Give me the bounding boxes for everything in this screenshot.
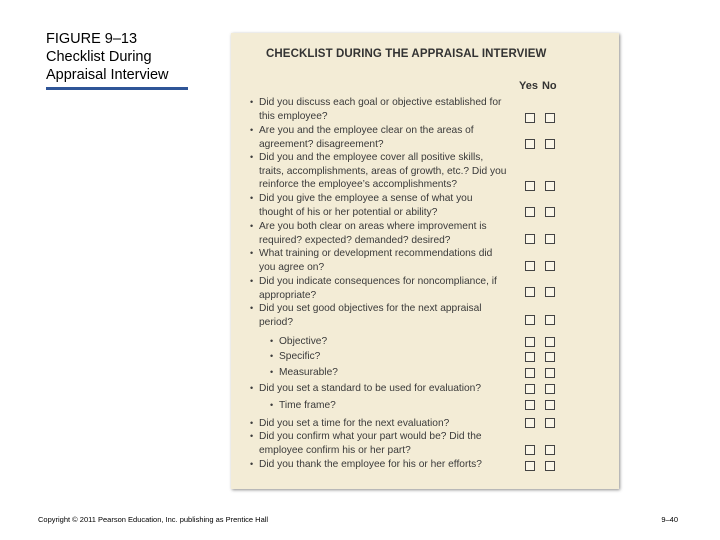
checklist-subitem (270, 350, 529, 364)
no-checkbox[interactable] (545, 400, 555, 410)
checkbox-pair (523, 445, 563, 457)
checklist-item (250, 458, 509, 472)
checkbox-pair (523, 207, 563, 219)
checklist-subitem (270, 366, 529, 380)
copyright-notice: Copyright © 2011 Pearson Education, Inc. publishing as Prentice Hall (38, 515, 269, 524)
yes-checkbox[interactable] (525, 315, 535, 325)
page-number: 9–40 (661, 515, 678, 524)
bullet: • (250, 193, 254, 203)
checkbox-pair (523, 234, 563, 246)
checklist-item-text: Did you set a time for the next evaluation? (259, 418, 450, 429)
checklist-title: CHECKLIST DURING THE APPRAISAL INTERVIEW (266, 48, 547, 60)
checklist-item (250, 124, 509, 151)
checkbox-pair (523, 400, 563, 412)
yes-checkbox[interactable] (525, 461, 535, 471)
yes-checkbox[interactable] (525, 445, 535, 455)
checklist-item-text: Specific? (279, 351, 321, 362)
bullet: • (250, 459, 254, 469)
no-checkbox[interactable] (545, 261, 555, 271)
bullet: • (250, 221, 254, 231)
checklist-subitem (270, 335, 529, 349)
checklist-item (250, 417, 509, 431)
checklist-item-text: Did you give the employee a sense of what you thought of his or her potential or ability? (259, 193, 473, 218)
checkbox-pair (523, 113, 563, 125)
yes-checkbox[interactable] (525, 139, 535, 149)
checklist-item (250, 220, 509, 247)
no-checkbox[interactable] (545, 352, 555, 362)
no-checkbox[interactable] (545, 445, 555, 455)
checklist-item (250, 430, 509, 457)
checklist-item-text: Did you discuss each goal or objective established for this employee? (259, 97, 502, 122)
checklist-item-text: Did you thank the employee for his or her efforts? (259, 459, 482, 470)
yes-checkbox[interactable] (525, 207, 535, 217)
checkbox-pair (523, 418, 563, 430)
checklist-item-text: Are you and the employee clear on the areas of agreement? disagreement? (259, 125, 474, 150)
no-checkbox[interactable] (545, 461, 555, 471)
checkbox-pair (523, 139, 563, 151)
bullet: • (270, 367, 274, 377)
checklist-item-text: Did you and the employee cover all positive skills, traits, accomplishments, areas of growth, etc.? Did you reinforce the employee’s accomplishments? (259, 152, 507, 191)
yes-checkbox[interactable] (525, 181, 535, 191)
bullet: • (250, 276, 254, 286)
checklist-item-text: What training or development recommendations did you agree on? (259, 248, 493, 273)
yes-checkbox[interactable] (525, 418, 535, 428)
bullet: • (250, 125, 254, 135)
bullet: • (270, 400, 274, 410)
checklist-item-text: Did you set good objectives for the next appraisal period? (259, 303, 482, 328)
checklist-item (250, 382, 509, 396)
figure-title-line-1: Checklist During (46, 49, 152, 65)
bullet: • (250, 303, 254, 313)
yes-checkbox[interactable] (525, 337, 535, 347)
no-checkbox[interactable] (545, 207, 555, 217)
checklist-item (250, 192, 509, 219)
checkbox-pair (523, 337, 563, 349)
checklist-subitem (270, 399, 529, 413)
checklist-item (250, 275, 509, 302)
no-checkbox[interactable] (545, 287, 555, 297)
column-headers (519, 80, 561, 92)
checkbox-pair (523, 384, 563, 396)
checklist-item (250, 96, 509, 123)
bullet: • (250, 97, 254, 107)
no-column-header: No (541, 80, 557, 92)
yes-checkbox[interactable] (525, 287, 535, 297)
figure-title-line-2: Appraisal Interview (46, 67, 169, 83)
checklist-item (250, 302, 509, 329)
checkbox-pair (523, 352, 563, 364)
bullet: • (250, 418, 254, 428)
checklist-item-text: Time frame? (279, 400, 336, 411)
no-checkbox[interactable] (545, 113, 555, 123)
checklist-item-text: Did you confirm what your part would be? Did the employee confirm his or her part? (259, 431, 482, 456)
checklist-item-text: Objective? (279, 336, 328, 347)
no-checkbox[interactable] (545, 384, 555, 394)
yes-checkbox[interactable] (525, 400, 535, 410)
bullet: • (250, 152, 254, 162)
no-checkbox[interactable] (545, 234, 555, 244)
bullet: • (270, 336, 274, 346)
checklist-item (250, 151, 509, 192)
no-checkbox[interactable] (545, 181, 555, 191)
yes-checkbox[interactable] (525, 234, 535, 244)
checklist-item-text: Did you indicate consequences for noncompliance, if appropriate? (259, 276, 497, 301)
figure-caption (46, 30, 191, 90)
no-checkbox[interactable] (545, 368, 555, 378)
no-checkbox[interactable] (545, 315, 555, 325)
checkbox-pair (523, 315, 563, 327)
checklist-item-text: Measurable? (279, 367, 338, 378)
no-checkbox[interactable] (545, 418, 555, 428)
yes-checkbox[interactable] (525, 368, 535, 378)
yes-column-header: Yes (519, 80, 538, 92)
checkbox-pair (523, 461, 563, 473)
checklist-item-text: Are you both clear on areas where improvement is required? expected? demanded? desired? (259, 221, 487, 246)
yes-checkbox[interactable] (525, 113, 535, 123)
checklist-panel (231, 33, 619, 489)
no-checkbox[interactable] (545, 139, 555, 149)
bullet: • (270, 351, 274, 361)
checkbox-pair (523, 181, 563, 193)
yes-checkbox[interactable] (525, 352, 535, 362)
yes-checkbox[interactable] (525, 384, 535, 394)
checklist-item-text: Did you set a standard to be used for evaluation? (259, 383, 482, 394)
bullet: • (250, 248, 254, 258)
caption-underline (46, 87, 188, 90)
no-checkbox[interactable] (545, 337, 555, 347)
checkbox-pair (523, 287, 563, 299)
checkbox-pair (523, 368, 563, 380)
checklist-item (250, 247, 509, 274)
yes-checkbox[interactable] (525, 261, 535, 271)
figure-number: FIGURE 9–13 (46, 31, 138, 47)
bullet: • (250, 383, 254, 393)
checkbox-pair (523, 261, 563, 273)
bullet: • (250, 431, 254, 441)
